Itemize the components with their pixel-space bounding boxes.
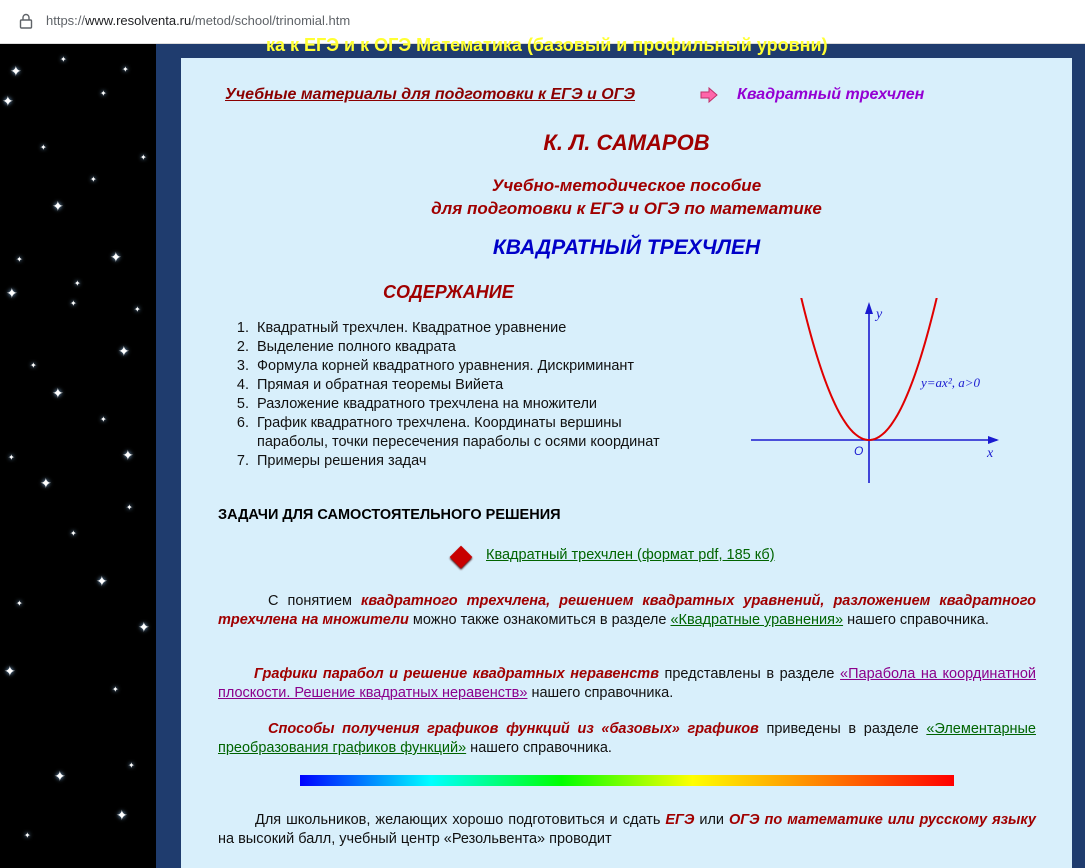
toc-number: 2. bbox=[236, 339, 249, 355]
star-icon: ✦ bbox=[8, 453, 15, 462]
star-icon: ✦ bbox=[52, 198, 64, 214]
star-icon: ✦ bbox=[74, 279, 81, 288]
toc-text: Примеры решения задач bbox=[257, 453, 427, 469]
star-icon: ✦ bbox=[10, 63, 22, 79]
star-icon: ✦ bbox=[6, 285, 18, 301]
star-icon: ✦ bbox=[140, 153, 147, 162]
star-icon: ✦ bbox=[24, 831, 31, 840]
star-icon: ✦ bbox=[4, 663, 16, 679]
toc-number: 4. bbox=[236, 377, 249, 393]
x-axis-label: x bbox=[987, 446, 994, 461]
breadcrumb-current: Квадратный трехчлен bbox=[737, 86, 925, 103]
pdf-download-link[interactable]: Квадратный трехчлен (формат pdf, 185 кб) bbox=[486, 547, 775, 563]
star-icon: ✦ bbox=[122, 65, 129, 74]
star-icon: ✦ bbox=[90, 175, 97, 184]
toc-number: 1. bbox=[236, 320, 249, 336]
star-icon: ✦ bbox=[116, 807, 128, 823]
star-icon: ✦ bbox=[40, 475, 52, 491]
star-icon: ✦ bbox=[122, 447, 134, 463]
paragraph-parabola: Графики парабол и решение квадратных неравенств представлены в разделе «Парабола на координатной плоскости. Решение квадратных неравенств» нашего справочника. bbox=[218, 666, 1037, 701]
toc-heading: СОДЕРЖАНИЕ bbox=[383, 282, 514, 302]
paragraph-transformations: Способы получения графиков функций из «базовых» графиков приведены в разделе «Элементарные преобразования графиков функций» нашего справочника. bbox=[218, 721, 1036, 756]
toc-number: 7. bbox=[236, 453, 249, 469]
toc-text: Формула корней квадратного уравнения. Дискриминант bbox=[257, 358, 635, 374]
link-transformations[interactable]: «Элементарные преобразования графиков функций» bbox=[218, 721, 1036, 756]
toc-item[interactable] bbox=[231, 395, 701, 414]
main-content bbox=[181, 58, 1072, 868]
star-icon: ✦ bbox=[138, 619, 150, 635]
author-name: К. Л. САМАРОВ bbox=[543, 130, 710, 155]
star-icon: ✦ bbox=[110, 249, 122, 265]
star-icon: ✦ bbox=[70, 299, 77, 308]
tasks-heading: ЗАДАЧИ ДЛЯ САМОСТОЯТЕЛЬНОГО РЕШЕНИЯ bbox=[218, 507, 561, 523]
lock-icon bbox=[19, 13, 33, 29]
toc-text: Квадратный трехчлен. Квадратное уравнение bbox=[257, 320, 567, 336]
star-icon: ✦ bbox=[96, 573, 108, 589]
toc-item[interactable] bbox=[231, 338, 701, 357]
toc-item[interactable] bbox=[231, 319, 701, 338]
star-icon: ✦ bbox=[118, 343, 130, 359]
link-parabola[interactable]: «Парабола на координатной плоскости. Решение квадратных неравенств» bbox=[218, 666, 1037, 701]
star-icon: ✦ bbox=[100, 89, 107, 98]
star-icon: ✦ bbox=[2, 93, 14, 109]
star-icon: ✦ bbox=[128, 761, 135, 770]
toc-text: Прямая и обратная теоремы Вийета bbox=[257, 377, 504, 393]
starry-background bbox=[0, 44, 156, 868]
star-icon: ✦ bbox=[60, 55, 67, 64]
paragraph-quadratic: С понятием квадратного трехчлена, решением квадратных уравнений, разложением квадратного трехчлена на множители можно также ознакомиться в разделе «Квадратные уравнения» нашего справочника. bbox=[218, 593, 1037, 628]
star-icon: ✦ bbox=[112, 685, 119, 694]
star-icon: ✦ bbox=[54, 768, 66, 784]
toc-text: График квадратного трехчлена. Координаты вершины параболы, точки пересечения параболы с осями координат bbox=[257, 415, 660, 450]
subtitle-line-2: для подготовки к ЕГЭ и ОГЭ по математике bbox=[431, 199, 822, 218]
toc-item[interactable] bbox=[231, 376, 701, 395]
toc-list bbox=[231, 319, 701, 471]
url-text[interactable]: https://www.resolventa.ru/metod/school/trinomial.htm bbox=[46, 13, 351, 28]
breadcrumb bbox=[225, 86, 635, 104]
star-icon: ✦ bbox=[16, 255, 23, 264]
formula-label: y=ax², a>0 bbox=[921, 375, 980, 390]
toc-number: 6. bbox=[236, 415, 249, 431]
star-icon: ✦ bbox=[52, 385, 64, 401]
star-icon: ✦ bbox=[16, 599, 23, 608]
star-icon: ✦ bbox=[30, 361, 37, 370]
toc-item[interactable] bbox=[231, 452, 701, 471]
rainbow-divider bbox=[300, 775, 954, 786]
toc-number: 5. bbox=[236, 396, 249, 412]
header-strip: ка к ЕГЭ и к ОГЭ Математика (базовый и профильный уровни) bbox=[266, 35, 828, 55]
link-quadratic-equations[interactable]: «Квадратные уравнения» bbox=[670, 612, 844, 628]
star-icon: ✦ bbox=[70, 529, 77, 538]
parabola-graph bbox=[749, 298, 1011, 493]
star-icon: ✦ bbox=[100, 415, 107, 424]
page-title: КВАДРАТНЫЙ ТРЕХЧЛЕН bbox=[492, 236, 761, 259]
breadcrumb-link[interactable]: Учебные материалы для подготовки к ЕГЭ и ОГЭ bbox=[225, 86, 636, 103]
star-icon: ✦ bbox=[134, 305, 141, 314]
arrow-right-icon bbox=[700, 87, 718, 103]
star-icon: ✦ bbox=[40, 143, 47, 152]
toc-item[interactable] bbox=[231, 357, 701, 376]
y-axis-label: y bbox=[876, 307, 883, 322]
toc-text: Разложение квадратного трехчлена на множители bbox=[257, 396, 598, 412]
diamond-bullet-icon bbox=[450, 546, 473, 569]
origin-label: O bbox=[854, 444, 864, 458]
x-axis-arrow bbox=[988, 436, 999, 444]
y-axis-arrow bbox=[865, 302, 873, 314]
subtitle-line-1: Учебно-методическое пособие bbox=[491, 176, 762, 195]
paragraph-center: Для школьников, желающих хорошо подготовиться и сдать ЕГЭ или ОГЭ по математике или русскому языку на высокий балл, учебный центр «Резольвента» проводит bbox=[218, 812, 1036, 847]
toc-text: Выделение полного квадрата bbox=[257, 339, 456, 355]
toc-number: 3. bbox=[236, 358, 249, 374]
toc-item[interactable] bbox=[231, 414, 701, 452]
star-icon: ✦ bbox=[126, 503, 133, 512]
subtitle bbox=[181, 174, 1072, 220]
